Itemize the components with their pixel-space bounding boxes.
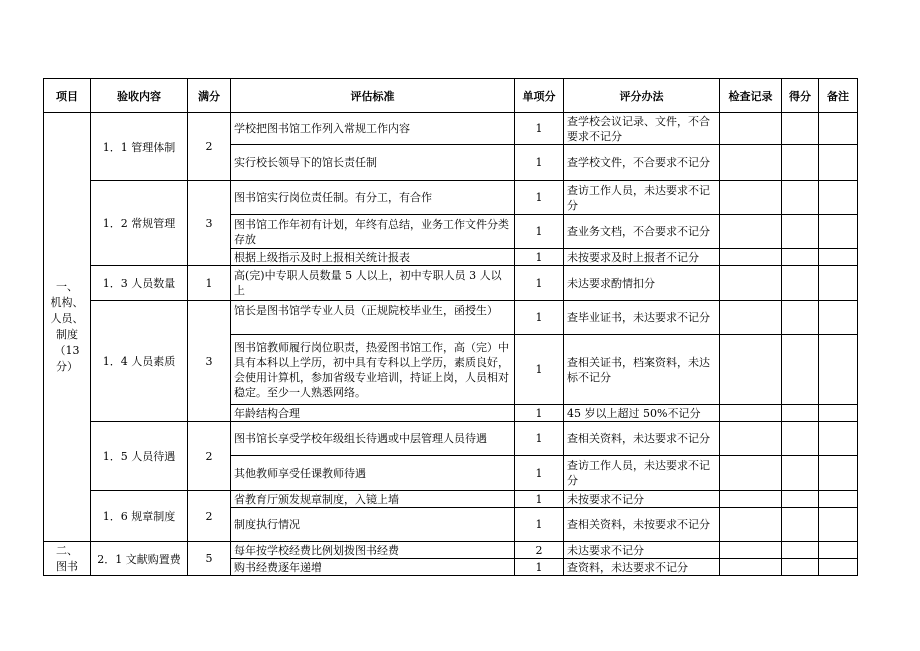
remark-cell[interactable] (819, 491, 858, 508)
standard-cell: 高(完)中专职人员数量 5 人以上，初中专职人员 3 人以上 (231, 266, 515, 301)
method-cell: 查资料，未达要求不记分 (564, 559, 720, 576)
header-cell: 评分办法 (564, 79, 720, 113)
table-row (44, 491, 858, 508)
remark-cell[interactable] (819, 249, 858, 266)
points-cell[interactable] (782, 215, 819, 249)
table-row (44, 113, 858, 145)
header-cell: 项目 (44, 79, 91, 113)
remark-cell[interactable] (819, 456, 858, 491)
standard-cell: 学校把图书馆工作列入常规工作内容 (231, 113, 515, 145)
points-cell[interactable] (782, 181, 819, 215)
header-row (44, 79, 858, 113)
remark-cell[interactable] (819, 266, 858, 301)
method-cell: 查相关资料，未按要求不记分 (564, 508, 720, 542)
score-cell: 1 (515, 491, 564, 508)
table-row (44, 542, 858, 559)
standard-cell: 根据上级指示及时上报相关统计报表 (231, 249, 515, 266)
remark-cell[interactable] (819, 215, 858, 249)
points-cell[interactable] (782, 113, 819, 145)
standard-cell: 购书经费逐年递增 (231, 559, 515, 576)
method-cell: 45 岁以上超过 50%不记分 (564, 405, 720, 422)
score-cell: 1 (515, 181, 564, 215)
header-cell: 单项分 (515, 79, 564, 113)
points-cell[interactable] (782, 301, 819, 335)
points-cell[interactable] (782, 542, 819, 559)
standard-cell: 图书馆长享受学校年级组长待遇或中层管理人员待遇 (231, 422, 515, 456)
remark-cell[interactable] (819, 542, 858, 559)
record-cell[interactable] (720, 542, 782, 559)
record-cell[interactable] (720, 145, 782, 181)
score-cell: 1 (515, 335, 564, 405)
remark-cell[interactable] (819, 145, 858, 181)
full-score-cell: 2 (188, 491, 231, 542)
score-cell: 2 (515, 542, 564, 559)
table-row (44, 181, 858, 215)
record-cell[interactable] (720, 266, 782, 301)
method-cell: 查学校文件，不合要求不记分 (564, 145, 720, 181)
standard-cell: 每年按学校经费比例划拨图书经费 (231, 542, 515, 559)
table-row (44, 266, 858, 301)
content-cell: 1．4 人员素质 (91, 301, 188, 422)
header-cell: 得分 (782, 79, 819, 113)
record-cell[interactable] (720, 181, 782, 215)
score-cell: 1 (515, 422, 564, 456)
remark-cell[interactable] (819, 301, 858, 335)
record-cell[interactable] (720, 508, 782, 542)
remark-cell[interactable] (819, 508, 858, 542)
score-cell: 1 (515, 215, 564, 249)
score-cell: 1 (515, 145, 564, 181)
section-label: 一、 机构、 人员、 制度 （13 分） (50, 280, 84, 373)
standard-cell: 图书馆教师履行岗位职责，热爱图书馆工作，高（完）中具有本科以上学历，初中具有专科以上学历，素质良好，会使用计算机，参加省级专业培训，持证上岗，人员相对稳定。至少一人熟悉网络。 (231, 335, 515, 405)
section-label: 二、 图书 (56, 543, 78, 573)
content-cell: 2．1 文献购置费 (91, 542, 188, 576)
header-cell: 评估标准 (231, 79, 515, 113)
section-cell (44, 113, 91, 542)
standard-cell: 省教育厅颁发规章制度，入镜上墙 (231, 491, 515, 508)
header-cell: 备注 (819, 79, 858, 113)
standard-cell: 馆长是图书馆学专业人员（正规院校毕业生，函授生） (231, 301, 515, 335)
full-score-cell: 2 (188, 113, 231, 181)
header-cell: 验收内容 (91, 79, 188, 113)
record-cell[interactable] (720, 456, 782, 491)
content-cell: 1．1 管理体制 (91, 113, 188, 181)
points-cell[interactable] (782, 405, 819, 422)
score-cell: 1 (515, 113, 564, 145)
method-cell: 查毕业证书，未达要求不记分 (564, 301, 720, 335)
remark-cell[interactable] (819, 405, 858, 422)
record-cell[interactable] (720, 113, 782, 145)
score-cell: 1 (515, 456, 564, 491)
standard-cell: 制度执行情况 (231, 508, 515, 542)
record-cell[interactable] (720, 559, 782, 576)
evaluation-table (43, 78, 858, 576)
record-cell[interactable] (720, 405, 782, 422)
remark-cell[interactable] (819, 181, 858, 215)
points-cell[interactable] (782, 145, 819, 181)
points-cell[interactable] (782, 508, 819, 542)
method-cell: 查相关资料，未达要求不记分 (564, 422, 720, 456)
method-cell: 未按要求及时上报者不记分 (564, 249, 720, 266)
content-cell: 1．2 常规管理 (91, 181, 188, 266)
points-cell[interactable] (782, 456, 819, 491)
standard-cell: 年龄结构合理 (231, 405, 515, 422)
record-cell[interactable] (720, 249, 782, 266)
points-cell[interactable] (782, 559, 819, 576)
record-cell[interactable] (720, 301, 782, 335)
method-cell: 查学校会议记录、文件，不合要求不记分 (564, 113, 720, 145)
remark-cell[interactable] (819, 335, 858, 405)
table-row (44, 301, 858, 335)
remark-cell[interactable] (819, 113, 858, 145)
remark-cell[interactable] (819, 559, 858, 576)
points-cell[interactable] (782, 422, 819, 456)
points-cell[interactable] (782, 249, 819, 266)
remark-cell[interactable] (819, 422, 858, 456)
record-cell[interactable] (720, 215, 782, 249)
score-cell: 1 (515, 405, 564, 422)
score-cell: 1 (515, 266, 564, 301)
standard-cell: 图书馆实行岗位责任制。有分工，有合作 (231, 181, 515, 215)
full-score-cell: 3 (188, 181, 231, 266)
standard-cell: 图书馆工作年初有计划，年终有总结，业务工作文件分类存放 (231, 215, 515, 249)
method-cell: 未达要求酌情扣分 (564, 266, 720, 301)
method-cell: 查访工作人员，未达要求不记分 (564, 456, 720, 491)
record-cell[interactable] (720, 335, 782, 405)
score-cell: 1 (515, 249, 564, 266)
points-cell[interactable] (782, 491, 819, 508)
method-cell: 未按要求不记分 (564, 491, 720, 508)
standard-cell: 实行校长领导下的馆长责任制 (231, 145, 515, 181)
content-cell: 1．6 规章制度 (91, 491, 188, 542)
content-cell: 1．5 人员待遇 (91, 422, 188, 491)
score-cell: 1 (515, 508, 564, 542)
header-cell: 满分 (188, 79, 231, 113)
method-cell: 查相关证书，档案资料，未达标不记分 (564, 335, 720, 405)
points-cell[interactable] (782, 266, 819, 301)
method-cell: 查访工作人员，未达要求不记分 (564, 181, 720, 215)
points-cell[interactable] (782, 335, 819, 405)
full-score-cell: 1 (188, 266, 231, 301)
record-cell[interactable] (720, 422, 782, 456)
score-cell: 1 (515, 301, 564, 335)
full-score-cell: 5 (188, 542, 231, 576)
table-row (44, 422, 858, 456)
standard-cell: 其他教师享受任课教师待遇 (231, 456, 515, 491)
record-cell[interactable] (720, 491, 782, 508)
header-cell: 检查记录 (720, 79, 782, 113)
full-score-cell: 2 (188, 422, 231, 491)
score-cell: 1 (515, 559, 564, 576)
method-cell: 查业务文档，不合要求不记分 (564, 215, 720, 249)
content-cell: 1．3 人员数量 (91, 266, 188, 301)
section-cell (44, 542, 91, 576)
full-score-cell: 3 (188, 301, 231, 422)
method-cell: 未达要求不记分 (564, 542, 720, 559)
